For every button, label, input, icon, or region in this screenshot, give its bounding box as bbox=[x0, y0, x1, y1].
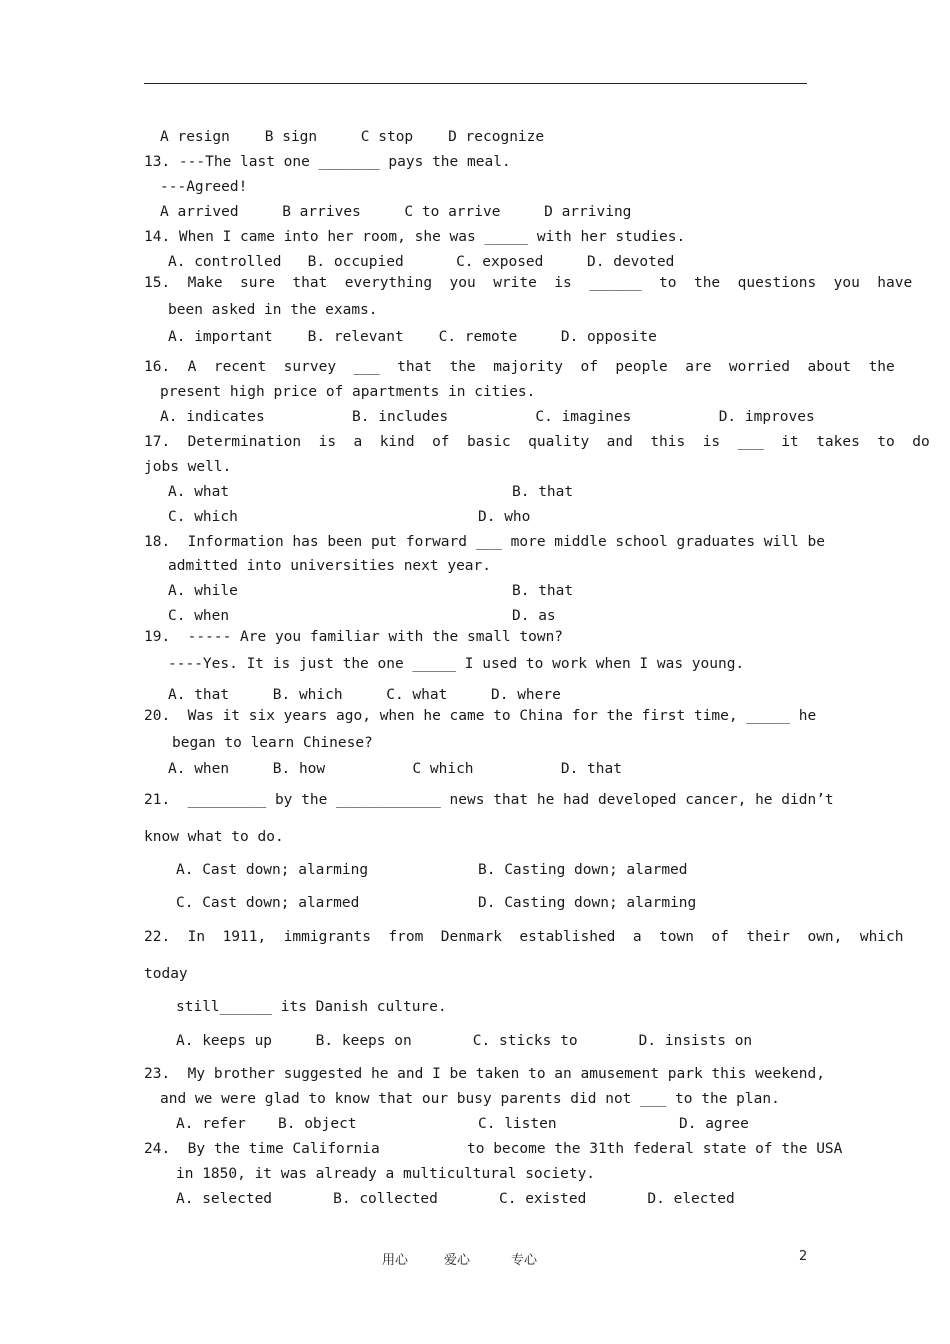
q18-option-c: C. when bbox=[168, 608, 230, 624]
q17-stem-line2: jobs well. bbox=[144, 459, 232, 475]
q19-stem: 19. ----- Are you familiar with the small town? bbox=[144, 629, 564, 645]
q18-option-a: A. while bbox=[168, 583, 238, 599]
q20-stem-line2: began to learn Chinese? bbox=[172, 735, 373, 751]
q23-option-c: C. listen bbox=[478, 1116, 557, 1132]
q17-stem-line1: 17. Determination is a kind of basic quality and this is ___ it takes to do bbox=[144, 434, 930, 450]
footer-motto-2: 爱心 bbox=[444, 1253, 471, 1268]
q23-option-a: A. refer bbox=[176, 1116, 246, 1132]
q16-stem-line1: 16. A recent survey ___ that the majority of people are worried about the bbox=[144, 359, 895, 375]
q13-reply: ---Agreed! bbox=[160, 179, 248, 195]
q16-options: A. indicates B. includes C. imagines D. improves bbox=[160, 409, 815, 425]
q24-options: A. selected B. collected C. existed D. elected bbox=[176, 1191, 735, 1207]
footer-motto-1: 用心 bbox=[382, 1253, 409, 1268]
q15-options: A. important B. relevant C. remote D. opposite bbox=[168, 329, 657, 345]
q22-stem-line1: 22. In 1911, immigrants from Denmark established a town of their own, which bbox=[144, 929, 904, 945]
page-number: 2 bbox=[799, 1249, 808, 1264]
q21-option-c: C. Cast down; alarmed bbox=[176, 895, 360, 911]
q23-stem-line1: 23. My brother suggested he and I be taken to an amusement park this weekend, bbox=[144, 1066, 825, 1082]
q24-stem-line1: 24. By the time California to become the 31th federal state of the USA bbox=[144, 1141, 843, 1157]
q18-stem-line1: 18. Information has been put forward ___ more middle school graduates will be bbox=[144, 534, 825, 550]
q15-stem-line2: been asked in the exams. bbox=[168, 302, 378, 318]
footer-motto-3: 专心 bbox=[511, 1253, 538, 1268]
q22-stem-line3: still______ its Danish culture. bbox=[176, 999, 447, 1015]
q21-option-b: B. Casting down; alarmed bbox=[478, 862, 688, 878]
q23-option-b: B. object bbox=[278, 1116, 357, 1132]
q24-stem-line2: in 1850, it was already a multicultural society. bbox=[176, 1166, 596, 1182]
q18-option-d: D. as bbox=[512, 608, 556, 624]
q12-options: A resign B sign C stop D recognize bbox=[160, 129, 545, 145]
q18-option-b: B. that bbox=[512, 583, 574, 599]
q21-option-d: D. Casting down; alarming bbox=[478, 895, 697, 911]
header-rule bbox=[144, 83, 807, 84]
q17-option-d: D. who bbox=[478, 509, 531, 525]
q13-options: A arrived B arrives C to arrive D arriving bbox=[160, 204, 632, 220]
q19-options: A. that B. which C. what D. where bbox=[168, 687, 561, 703]
q21-stem-line1: 21. _________ by the ____________ news that he had developed cancer, he didn’t bbox=[144, 792, 834, 808]
q20-stem-line1: 20. Was it six years ago, when he came to China for the first time, _____ he bbox=[144, 708, 817, 724]
q14-stem: 14. When I came into her room, she was _____ with her studies. bbox=[144, 229, 686, 245]
q17-option-a: A. what bbox=[168, 484, 230, 500]
q22-stem-line2: today bbox=[144, 966, 188, 982]
q16-stem-line2: present high price of apartments in cities. bbox=[160, 384, 536, 400]
q14-options: A. controlled B. occupied C. exposed D. devoted bbox=[168, 254, 675, 270]
q20-options: A. when B. how C which D. that bbox=[168, 761, 622, 777]
q21-option-a: A. Cast down; alarming bbox=[176, 862, 369, 878]
q17-option-c: C. which bbox=[168, 509, 238, 525]
q19-reply: ----Yes. It is just the one _____ I used to work when I was young. bbox=[168, 656, 745, 672]
q18-stem-line2: admitted into universities next year. bbox=[168, 558, 492, 574]
q22-options: A. keeps up B. keeps on C. sticks to D. insists on bbox=[176, 1033, 753, 1049]
q21-stem-line2: know what to do. bbox=[144, 829, 284, 845]
q15-stem-line1: 15. Make sure that everything you write is ______ to the questions you have bbox=[144, 275, 913, 291]
q23-stem-line2: and we were glad to know that our busy parents did not ___ to the plan. bbox=[160, 1091, 780, 1107]
q23-option-d: D. agree bbox=[679, 1116, 749, 1132]
q13-stem: 13. ---The last one _______ pays the meal. bbox=[144, 154, 511, 170]
q17-option-b: B. that bbox=[512, 484, 574, 500]
